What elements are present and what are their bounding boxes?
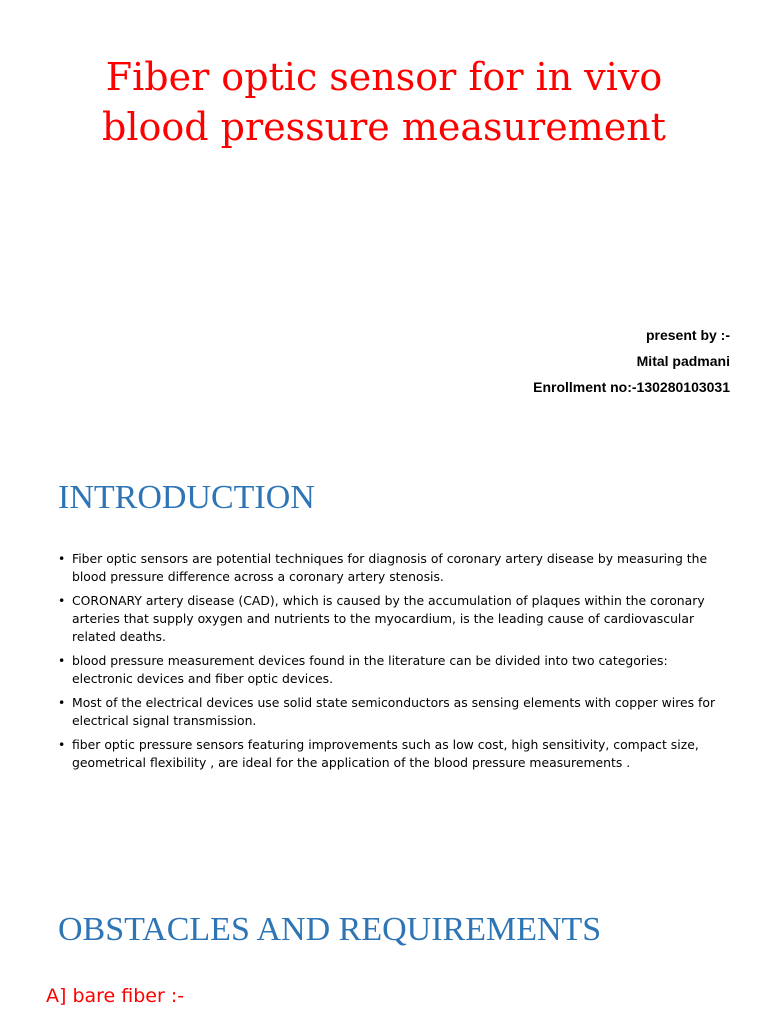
bullet-text: Fiber optic sensors are potential techniques for diagnosis of coronary artery disease by measuring the blood pressure difference across a coronary artery stenosis.: [72, 551, 708, 584]
bullet-text: blood pressure measurement devices found in the literature can be divided into two categories: electronic devices and fiber optic devices.: [72, 653, 668, 686]
bullet-item: [58, 592, 718, 646]
slide-title-line-1: Fiber optic sensor for in vivo: [105, 55, 663, 99]
bullet-dot-icon: •: [58, 737, 66, 752]
introduction-bullet-list: [58, 550, 718, 778]
bullet-text: fiber optic pressure sensors featuring improvements such as low cost, high sensitivity, compact size, geometrical flexibility , are ideal for the application of the blood pressure measurements .: [72, 737, 699, 770]
bullet-text: Most of the electrical devices use solid state semiconductors as sensing elements with copper wires for electrical signal transmission.: [72, 695, 716, 728]
bullet-dot-icon: •: [58, 593, 66, 608]
enrollment-number: Enrollment no:-130280103031: [533, 379, 730, 395]
slide-title-line-2: blood pressure measurement: [102, 105, 666, 149]
bullet-item: [58, 652, 718, 688]
presenter-block: [533, 322, 730, 400]
bullet-dot-icon: •: [58, 653, 66, 668]
bullet-dot-icon: •: [58, 695, 66, 710]
bullet-item: [58, 694, 718, 730]
bare-fiber-subheading: A] bare fiber :-: [46, 985, 185, 1007]
bullet-item: [58, 550, 718, 586]
bullet-dot-icon: •: [58, 551, 66, 566]
introduction-heading: INTRODUCTION: [58, 479, 315, 516]
presenter-name: Mital padmani: [636, 353, 730, 369]
obstacles-heading: OBSTACLES AND REQUIREMENTS: [58, 911, 602, 948]
presenter-label: present by :-: [645, 327, 730, 343]
bullet-item: [58, 736, 718, 772]
slide-title: [0, 52, 768, 152]
bullet-text: CORONARY artery disease (CAD), which is caused by the accumulation of plaques within the coronary arteries that supply oxygen and nutrients to the myocardium, is the leading cause of cardiovascular related deaths.: [72, 593, 705, 644]
